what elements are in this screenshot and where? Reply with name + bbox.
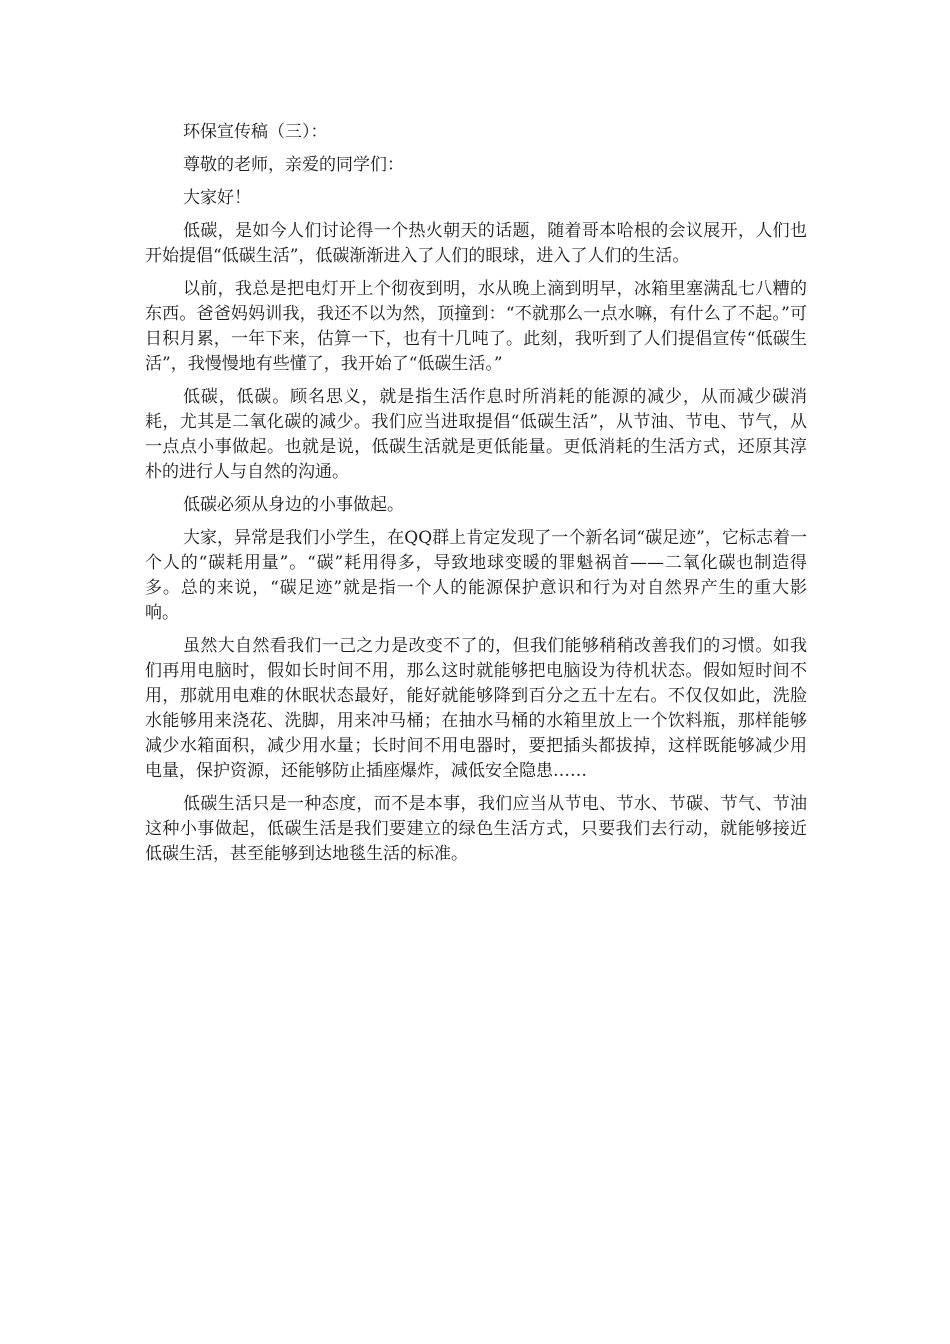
document-title: 环保宣传稿（三）： [183,122,328,142]
paragraph-definition: 低碳，低碳。顾名思义，就是指生活作息时所消耗的能源的减少，从而减少碳消耗，尤其是二氧化碳的减少。我们应当进取提倡“低碳生活”，从节油、节电、节气，从一点点小事做起。也就是说，低碳生活就是更低能量。更低消耗的生活方式，还原其淳朴的进行人与自然的沟通。 [145,387,807,482]
paragraph-conclusion: 低碳生活只是一种态度，而不是本事，我们应当从节电、节水、节碳、节气、节油这种小事做起，低碳生活是我们要建立的绿色生活方式，只要我们去行动，就能够接近低碳生活，甚至能够到达地毯生活的标准。 [145,794,807,864]
paragraph-carbon-footprint: 大家，异常是我们小学生，在QQ群上肯定发现了一个新名词“碳足迹”，它标志着一个人的“碳耗用量”。“碳”耗用得多，导致地球变暖的罪魁祸首——二氧化碳也制造得多。总的来说，“碳足迹”就是指一个人的能源保护意识和行为对自然界产生的重大影响。 [145,528,807,623]
document-body [145,120,807,875]
greeting: 大家好！ [183,188,251,208]
paragraph-habits-tips: 虽然大自然看我们一己之力是改变不了的，但我们能够稍稍改善我们的习惯。如我们再用电脑时，假如长时间不用，那么这时就能够把电脑设为待机状态。假如短时间不用，那就用电难的休眠状态最好，能好就能够降到百分之五十左右。不仅仅如此，洗脸水能够用来浇花、洗脚，用来冲马桶；在抽水马桶的水箱里放上一个饮料瓶，那样能够减少水箱面积，减少用水量；长时间不用电器时，要把插头都拔掉，这样既能够减少用电量，保护资源，还能够防止插座爆炸，减低安全隐患…… [145,636,807,781]
paragraph-intro: 低碳，是如今人们讨论得一个热火朝天的话题，随着哥本哈根的会议展开，人们也开始提倡“低碳生活”，低碳渐渐进入了人们的眼球，进入了人们的生活。 [145,221,807,266]
salutation: 尊敬的老师，亲爱的同学们： [183,155,404,175]
paragraph-past-habits: 以前，我总是把电灯开上个彻夜到明，水从晚上滴到明早，冰箱里塞满乱七八糟的东西。爸爸妈妈训我，我还不以为然，顶撞到：“不就那么一点水嘛，有什么了不起。”可日积月累，一年下来，估算一下，也有十几吨了。此刻，我听到了人们提倡宣传“低碳生活”，我慢慢地有些懂了，我开始了“低碳生活。” [145,279,807,374]
paragraph-small-things: 低碳必须从身边的小事做起。 [183,495,404,515]
